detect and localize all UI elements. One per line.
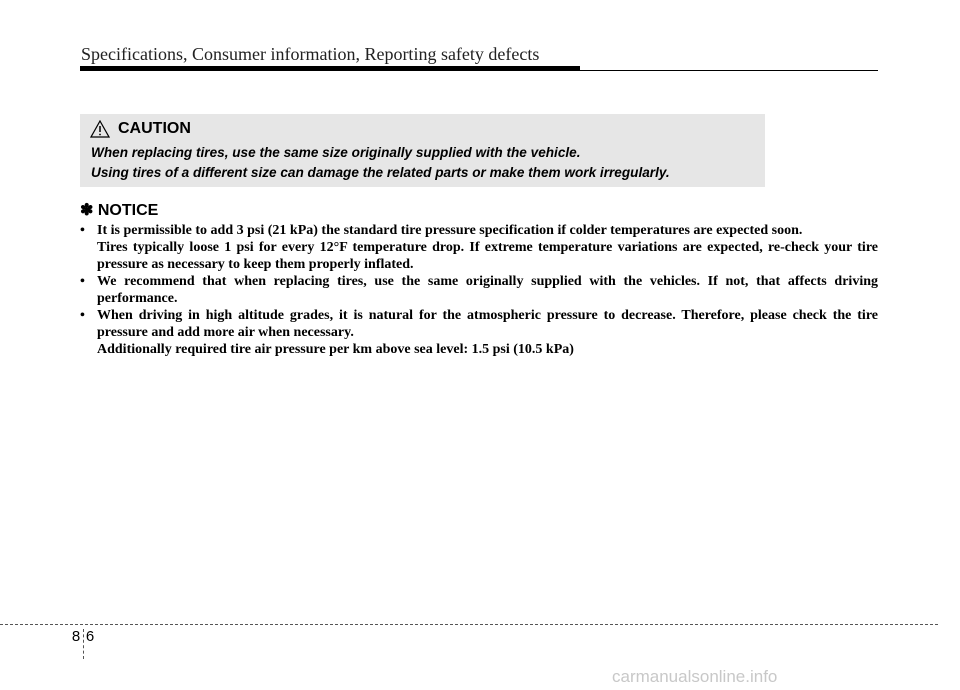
page-number-divider <box>83 629 84 659</box>
notice-title: ✽ NOTICE <box>80 202 159 219</box>
bullet: • <box>80 308 85 323</box>
notice-paragraph: It is permissible to add 3 psi (21 kPa) the standard tire pressure specification if colder temperatures are expected soon. <box>97 223 803 238</box>
watermark: carmanualsonline.info <box>612 667 778 686</box>
page-header-title: Specifications, Consumer information, Reporting safety defects <box>81 44 540 64</box>
caution-text-line: When replacing tires, use the same size originally supplied with the vehicle. <box>91 145 581 160</box>
header-rule <box>80 66 580 71</box>
notice-paragraph: Additionally required tire air pressure per km above sea level: 1.5 psi (10.5 kPa) <box>97 342 574 357</box>
notice-paragraph: When driving in high altitude grades, it is natural for the atmospheric pressure to decrease. Therefore, please check the tire pressure and add more air when necessary. <box>97 308 878 340</box>
notice-list <box>80 222 878 358</box>
notice-paragraph: We recommend that when replacing tires, use the same originally supplied with the vehicles. If not, that affects driving performance. <box>97 274 878 306</box>
warning-triangle-icon <box>90 120 110 138</box>
caution-title: CAUTION <box>118 120 191 137</box>
caution-box <box>80 114 765 187</box>
page-number-value: 6 <box>85 628 95 645</box>
header-rule-thin <box>580 70 878 71</box>
notice-item <box>80 222 878 273</box>
chapter-number: 8 <box>71 628 81 645</box>
footer-rule <box>0 624 938 625</box>
caution-text-line: Using tires of a different size can damage the related parts or make them work irregularly. <box>91 165 670 180</box>
notice-item <box>80 307 878 358</box>
bullet: • <box>80 274 85 289</box>
notice-paragraph: Tires typically loose 1 psi for every 12°F temperature drop. If extreme temperature variations are expected, re-check your tire pressure as necessary to keep them properly inflated. <box>97 240 878 272</box>
bullet: • <box>80 223 85 238</box>
notice-item <box>80 273 878 307</box>
caution-heading <box>90 120 191 138</box>
